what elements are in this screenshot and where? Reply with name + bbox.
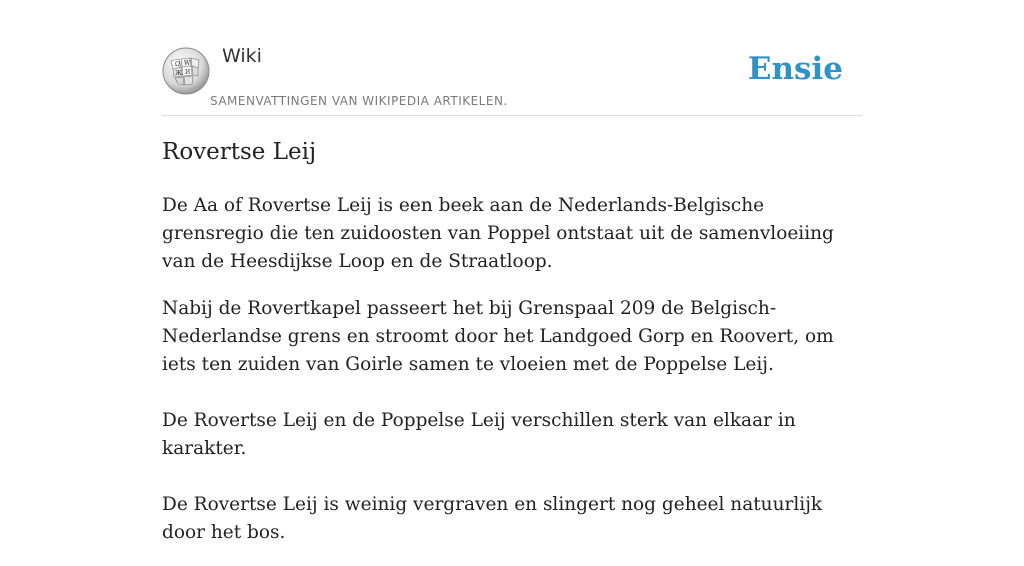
site-tagline: SAMENVATTINGEN VAN WIKIPEDIA ARTIKELEN. bbox=[210, 94, 508, 108]
site-header bbox=[162, 0, 862, 116]
article-paragraph: De Aa of Rovertse Leij is een beek aan de Nederlands-Belgische grensregio die ten zuidoosten van Poppel ontstaat uit de samenvloeiing van de Heesdijkse Loop en de Straatloop. bbox=[162, 195, 834, 272]
brand-logo-link[interactable]: Ensie bbox=[747, 51, 843, 87]
article-paragraph: De Rovertse Leij en de Poppelse Leij verschillen sterk van elkaar in karakter. bbox=[162, 410, 796, 459]
article-paragraph: De Rovertse Leij is weinig vergraven en slingert nog geheel natuurlijk door het bos. bbox=[162, 494, 823, 543]
svg-text:И: И bbox=[185, 69, 191, 76]
svg-text:W: W bbox=[184, 60, 191, 67]
wikipedia-globe-icon[interactable] bbox=[162, 47, 210, 95]
svg-text:Ж: Ж bbox=[175, 70, 182, 77]
article-paragraph: Nabij de Rovertkapel passeert het bij Grenspaal 209 de Belgisch-Nederlandse grens en stroomt door het Landgoed Gorp en Roovert, om iets ten zuiden van Goirle samen te vloeien met de Poppelse Leij. bbox=[162, 298, 834, 375]
page bbox=[162, 0, 862, 543]
site-name-link[interactable]: Wiki bbox=[222, 45, 262, 67]
page-title: Rovertse Leij bbox=[162, 139, 317, 165]
article-body bbox=[162, 192, 862, 566]
svg-text:Ω: Ω bbox=[175, 61, 180, 68]
